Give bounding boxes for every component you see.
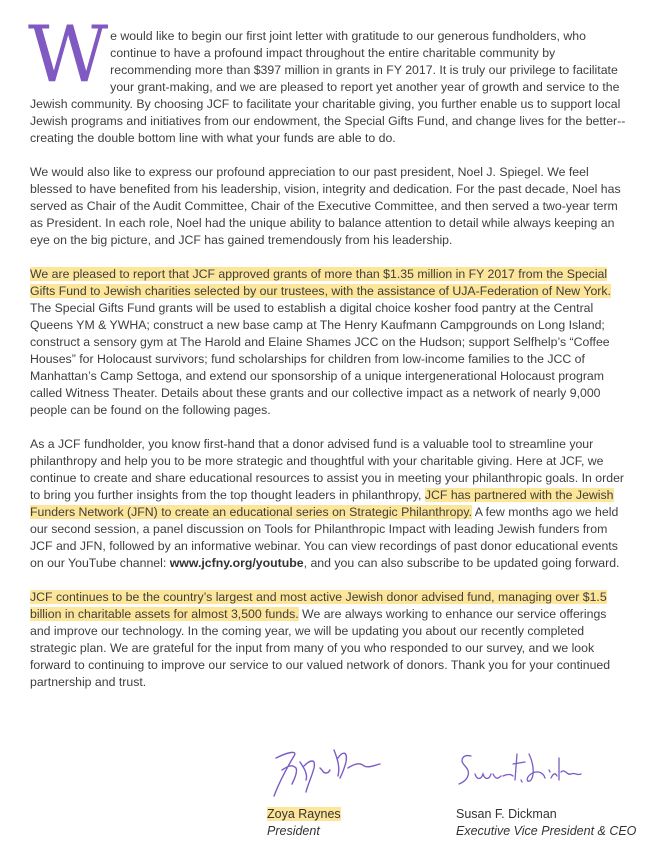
paragraph-1 [28,10,630,147]
paragraph-3 [30,266,630,419]
paragraph-4 [30,436,630,572]
paragraph-3-text: The Special Gifts Fund grants will be used to establish a digital choice kosher food pantry at the Central Queens YM & YWHA; construct a new base camp at The Henry Kaufmann Campgrounds on Long Island; construct a sensory gym at The Harold and Elaine Shames JCC on the Hudson; support Selfhelp’s “Coffee Houses” for Holocaust survivors; fund scholarships for children from low-income families to the JCC of Manhattan’s Camp Settoga, and extend our sponsorship of a unique intergenerational Holocaust program called Witness Theater. Details about these grants and our collective impact as a network of nearly 9,000 people can be found on the following pages. [30,301,610,417]
paragraph-1-text: e would like to begin our first joint letter with gratitude to our generous fundholders, who continue to have a profound impact throughout the entire charitable community by recommending more than $397 million in grants in FY 2017. It is truly our privilege to facilitate your grant-making, and we are pleased to report yet another year of growth and service to the Jewish community. By choosing JCF to facilitate your charitable giving, you further enable us to support local Jewish programs and initiatives from our endowment, the Special Gifts Fund, and change lives for the better--creating the double bottom line with what your funds are able to do. [30,29,626,145]
signer-name-1-text: Zoya Raynes [267,807,341,821]
youtube-link[interactable]: www.jcfny.org/youtube [169,556,304,570]
signer-title-2: Executive Vice President & CEO [456,824,637,838]
highlight-jfn-partnership: JCF has partnered with the Jewish Funders Network (JFN) to create an educational series on Strategic Philanthropy. [30,488,614,519]
paragraph-4-text-c: , and you can also subscribe to be updated going forward. [303,556,620,570]
paragraph-5 [30,589,630,691]
signer-name-2: Susan F. Dickman [456,807,557,821]
highlight-special-gifts: We are pleased to report that JCF approved grants of more than $1.35 million in FY 2017 from the Special Gifts Fund to Jewish charities selected by our trustees, with the assistance of UJA-Federation of New York. [30,267,611,298]
paragraph-2: We would also like to express our profound appreciation to our past president, Noel J. Spiegel. We feel blessed to have benefited from his leadership, vision, integrity and dedication. For the past decade, Noel has served as Chair of the Audit Committee, Chair of the Executive Committee, and then served a two-year term as President. In each role, Noel had the unique ability to balance attention to detail while always keeping an eye on the big picture, and JCF has gained tremendously from his leadership. [30,165,621,247]
signature-susan [455,748,585,798]
paragraph-4-text-b: A few months ago we held our second session, a panel discussion on Tools for Philanthropic Impact with leading Jewish funders from JCF and JFN, followed by an informative webinar. You can view recordings of past donor educational events on our YouTube channel: [30,505,619,570]
signature-zoya [268,740,388,800]
signer-title-1: President [267,824,320,838]
drop-cap: W [28,10,105,100]
signer-name-1 [267,807,341,821]
highlight-largest-fund: JCF continues to be the country’s largest and most active Jewish donor advised fund, managing over $1.5 billion in charitable assets for almost 3,500 funds. [30,590,607,621]
paragraph-5-text: We are always working to enhance our service offerings and improve our technology. In the coming year, we will be updating you about our recently completed strategic plan. We are grateful for the input from many of you who responded to our survey, and we look forward to continuing to improve our service to our valued network of donors. Thank you for your continued partnership and trust. [30,607,611,689]
paragraph-4-text-a: As a JCF fundholder, you know first-hand that a donor advised fund is a valuable tool to streamline your philanthropy and help you to be more strategic and thoughtful with your charitable giving. Here at JCF, we continue to create and share educational resources to assist you in meeting your philanthropic goals. In order to bring you further insights from the top thought leaders in philanthropy, [30,437,625,502]
letter-body [28,10,630,708]
